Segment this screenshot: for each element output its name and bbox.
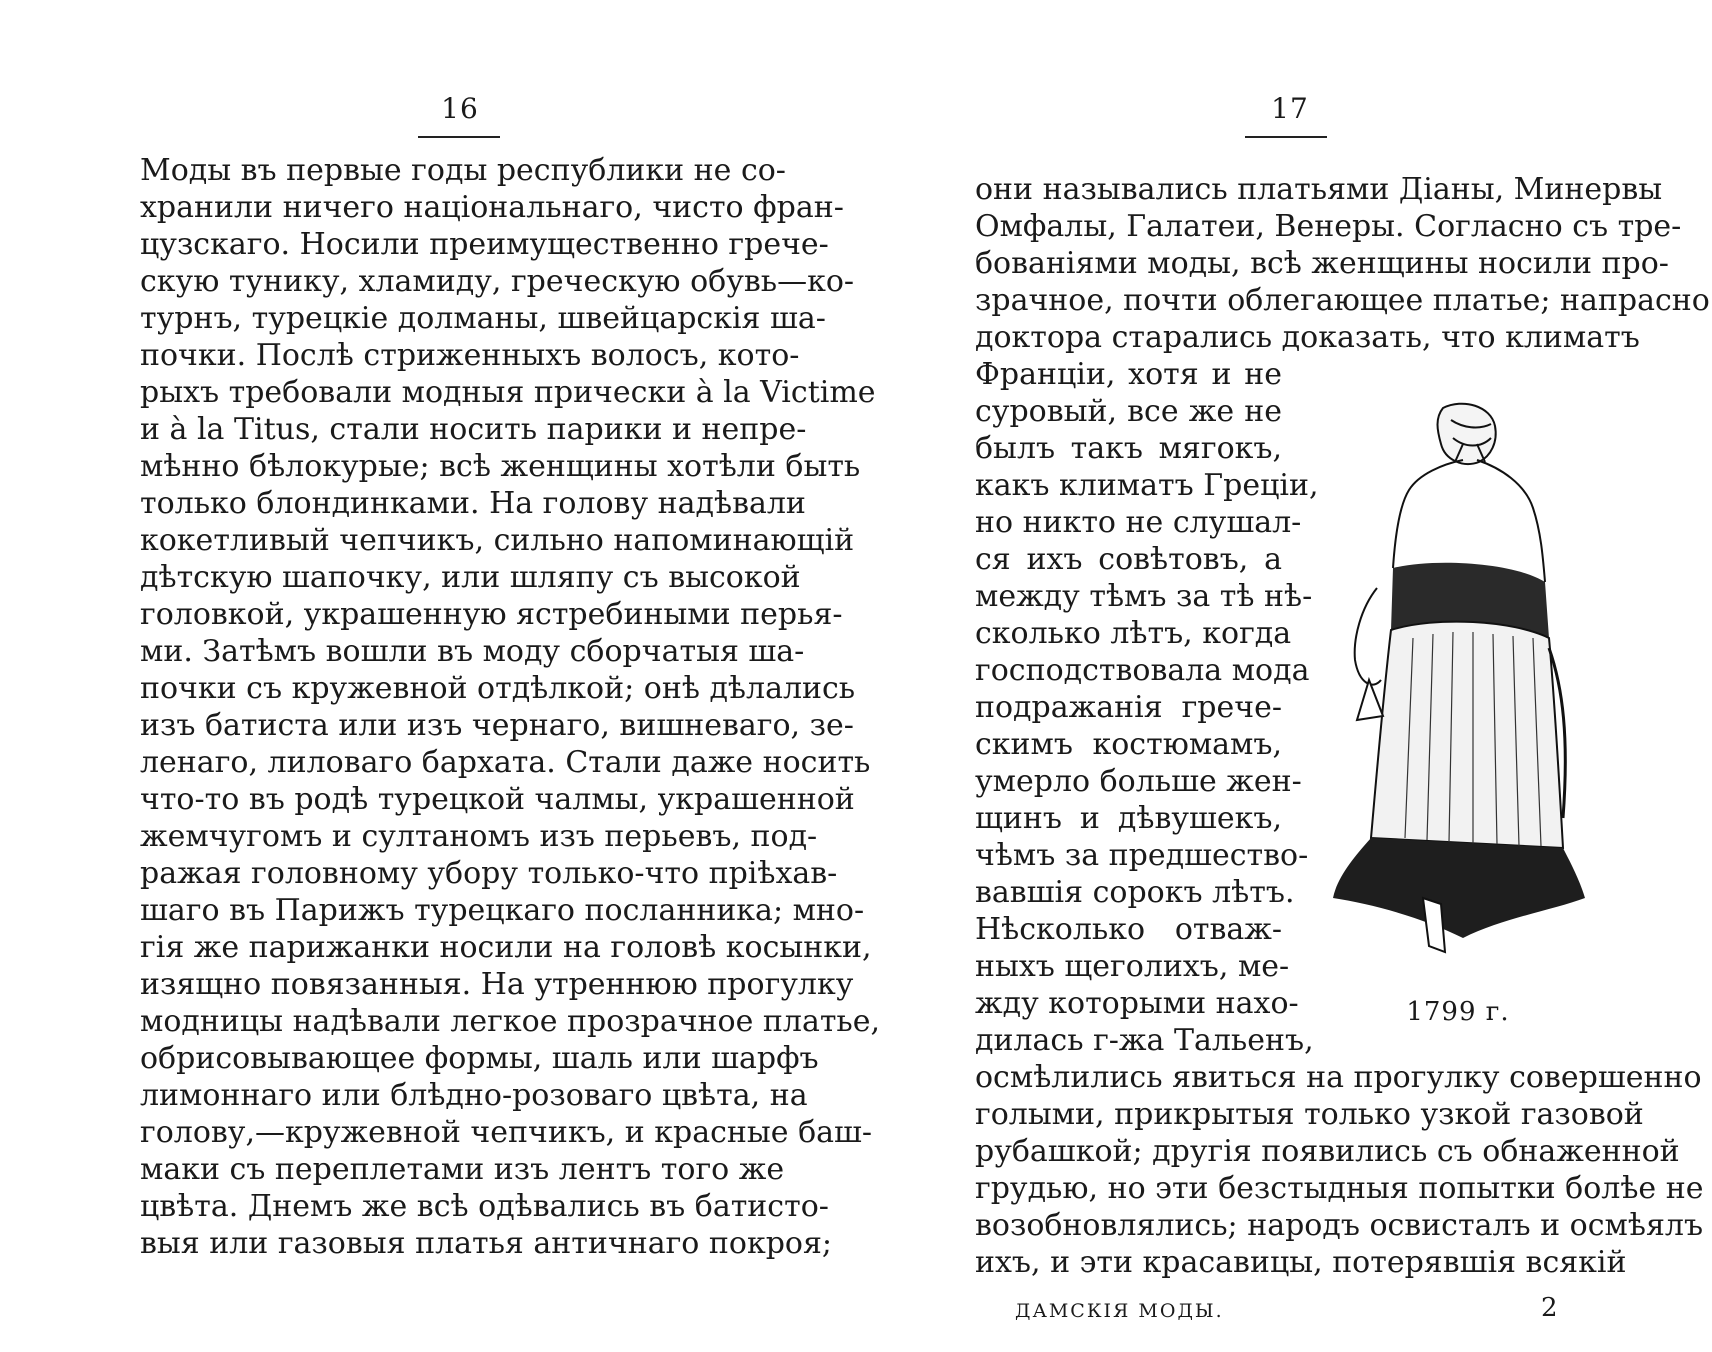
text-line: сколько лѣтъ, когда — [975, 616, 1292, 651]
text-line: вавшія сорокъ лѣтъ. — [975, 875, 1295, 910]
text-line: дѣтскую шапочку, или шляпу съ высокой — [140, 560, 801, 595]
text-line: изящно повязанныя. На утреннюю прогулку — [140, 967, 854, 1002]
text-line: ся ихъ совѣтовъ, а — [975, 542, 1282, 577]
text-line: почки съ кружевной отдѣлкой; онѣ дѣлались — [140, 671, 856, 706]
page-number-left: 16 — [441, 92, 479, 125]
text-line: хранили ничего національнаго, чисто фран- — [140, 190, 844, 225]
page-number-rule-left — [418, 136, 500, 138]
text-line: головкой, украшенную ястребиными перья- — [140, 597, 843, 632]
text-line: Нѣсколько отваж- — [975, 912, 1282, 947]
fashion-illustration-1799 — [1313, 398, 1603, 958]
text-line: и à la Titus, стали носить парики и непре- — [140, 412, 807, 447]
left-page — [140, 0, 881, 1352]
text-line: бованіями моды, всѣ женщины носили про- — [975, 246, 1669, 281]
text-line: Моды въ первые годы республики не со- — [140, 153, 786, 188]
text-line: что-то въ родѣ турецкой чалмы, украшенной — [140, 782, 855, 817]
text-line: только блондинками. На голову надѣвали — [140, 486, 806, 521]
text-line: Омфалы, Галатеи, Венеры. Согласно съ тре- — [975, 209, 1682, 244]
text-line: шаго въ Парижъ турецкаго посланника; мно- — [140, 893, 865, 928]
text-line: умерло больше жен- — [975, 764, 1302, 799]
text-line: между тѣмъ за тѣ нѣ- — [975, 579, 1313, 614]
figure-caption: 1799 г. — [1406, 997, 1510, 1027]
text-line: щинъ и дѣвушекъ, — [975, 801, 1282, 836]
text-line: цузскаго. Носили преимущественно грече- — [140, 227, 829, 262]
text-line: ихъ, и эти красавицы, потерявшія всякій — [975, 1245, 1627, 1280]
footer-running-title: ДАМСКІЯ МОДЫ. — [1015, 1300, 1224, 1322]
text-line: доктора старались доказать, что климатъ — [975, 320, 1640, 355]
text-line: они назывались платьями Діаны, Минервы — [975, 172, 1663, 207]
text-line: ми. Затѣмъ вошли въ моду сборчатыя ша- — [140, 634, 805, 669]
text-line: подражанія грече- — [975, 690, 1282, 725]
text-line: голову,—кружевной чепчикъ, и красные баш- — [140, 1115, 873, 1150]
text-line: какъ климатъ Греціи, — [975, 468, 1319, 503]
text-line: зрачное, почти облегающее платье; напрасно — [975, 283, 1710, 318]
text-line: модницы надѣвали легкое прозрачное платье, — [140, 1004, 881, 1039]
page-number-rule-right — [1245, 136, 1327, 138]
text-line: чѣмъ за предшество- — [975, 838, 1309, 873]
text-line: выя или газовыя платья античнаго покроя; — [140, 1226, 833, 1261]
text-line: гія же парижанки носили на головѣ косынки, — [140, 930, 872, 965]
text-line: рыхъ требовали модныя прически à la Victime — [140, 375, 876, 410]
text-line: голыми, прикрытыя только узкой газовой — [975, 1097, 1644, 1132]
text-line: осмѣлились явиться на прогулку совершенно — [975, 1060, 1702, 1095]
text-line: дилась г-жа Тальенъ, — [975, 1023, 1314, 1058]
text-line: цвѣта. Днемъ же всѣ одѣвались въ батисто- — [140, 1189, 829, 1224]
text-line: изъ батиста или изъ чернаго, вишневаго, зе- — [140, 708, 854, 743]
text-line: турнъ, турецкіе долманы, швейцарскія ша- — [140, 301, 826, 336]
text-line: но никто не слушал- — [975, 505, 1302, 540]
text-line: былъ такъ мягокъ, — [975, 431, 1282, 466]
text-line: ленаго, лиловаго бархата. Стали даже носить — [140, 745, 871, 780]
page-number-right: 17 — [1271, 92, 1309, 125]
text-line: грудью, но эти безстыдныя попытки болѣе не — [975, 1171, 1704, 1206]
text-line: господствовала мода — [975, 653, 1310, 688]
text-line: жду которыми нахо- — [975, 986, 1299, 1021]
text-line: скимъ костюмамъ, — [975, 727, 1282, 762]
text-line: ражая головному убору только-что пріѣхав- — [140, 856, 838, 891]
text-line: кокетливый чепчикъ, сильно напоминающій — [140, 523, 855, 558]
text-line: суровый, все же не — [975, 394, 1282, 429]
text-line: рубашкой; другія появились съ обнаженной — [975, 1134, 1680, 1169]
text-line: почки. Послѣ стриженныхъ волосъ, кото- — [140, 338, 800, 373]
text-line: обрисовывающее формы, шаль или шарфъ — [140, 1041, 819, 1076]
right-page — [975, 0, 1710, 1352]
footer-signature-mark: 2 — [1541, 1293, 1558, 1323]
text-line: ныхъ щеголихъ, ме- — [975, 949, 1290, 984]
text-line: жемчугомъ и султаномъ изъ перьевъ, под- — [140, 819, 818, 854]
text-line: мѣнно бѣлокурые; всѣ женщины хотѣли быть — [140, 449, 861, 484]
text-line: маки съ переплетами изъ лентъ того же — [140, 1152, 785, 1187]
text-line: Франціи, хотя и не — [975, 357, 1282, 392]
text-line: возобновлялись; народъ освисталъ и осмѣялъ — [975, 1208, 1704, 1243]
text-line: скую тунику, хламиду, греческую обувь—ко- — [140, 264, 855, 299]
text-line: лимоннаго или блѣдно-розоваго цвѣта, на — [140, 1078, 808, 1113]
